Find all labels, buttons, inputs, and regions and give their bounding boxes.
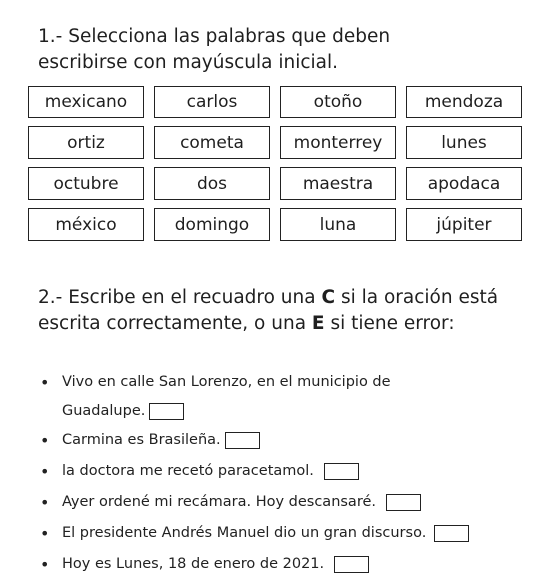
bullet-icon: • bbox=[40, 373, 50, 392]
sentence-text: Ayer ordené mi recámara. Hoy descansaré. bbox=[62, 494, 376, 510]
word-option[interactable]: méxico bbox=[28, 208, 144, 241]
bullet-icon: • bbox=[40, 431, 50, 450]
sentence-item bbox=[40, 368, 469, 426]
sentence-text: Vivo en calle San Lorenzo, en el municipio de bbox=[62, 374, 391, 390]
word-option[interactable]: otoño bbox=[280, 86, 396, 118]
word-option[interactable]: lunes bbox=[406, 126, 522, 159]
bullet-icon: • bbox=[40, 555, 50, 574]
sentence-item bbox=[40, 519, 469, 550]
word-option[interactable]: luna bbox=[280, 208, 396, 241]
word-option[interactable]: carlos bbox=[154, 86, 270, 118]
sentence-text: Guadalupe. bbox=[62, 403, 146, 419]
answer-box[interactable] bbox=[334, 556, 369, 573]
word-option[interactable]: dos bbox=[154, 167, 270, 200]
sentence-text: Hoy es Lunes, 18 de enero de 2021. bbox=[62, 556, 325, 572]
letter-e: E bbox=[311, 313, 325, 334]
word-selection-grid bbox=[28, 86, 522, 241]
word-option[interactable]: apodaca bbox=[406, 167, 522, 200]
sentence-item bbox=[40, 488, 469, 519]
word-option[interactable]: mexicano bbox=[28, 86, 144, 118]
sentence-text: El presidente Andrés Manuel dio un gran discurso. bbox=[62, 525, 427, 541]
bullet-icon: • bbox=[40, 462, 50, 481]
sentence-text: la doctora me recetó paracetamol. bbox=[62, 463, 314, 479]
word-option[interactable]: júpiter bbox=[406, 208, 522, 241]
sentence-item bbox=[40, 426, 469, 457]
word-option[interactable]: domingo bbox=[154, 208, 270, 241]
answer-box[interactable] bbox=[386, 494, 421, 511]
word-option[interactable]: octubre bbox=[28, 167, 144, 200]
word-option[interactable]: maestra bbox=[280, 167, 396, 200]
bullet-icon: • bbox=[40, 493, 50, 512]
question-1-title: 1.- Selecciona las palabras que deben escribirse con mayúscula inicial. bbox=[38, 26, 391, 73]
sentence-list bbox=[40, 368, 469, 581]
bullet-icon: • bbox=[40, 524, 50, 543]
letter-c: C bbox=[321, 287, 336, 308]
word-option[interactable]: mendoza bbox=[406, 86, 522, 118]
sentence-item bbox=[40, 457, 469, 488]
word-option[interactable]: ortiz bbox=[28, 126, 144, 159]
sentence-text: Carmina es Brasileña. bbox=[62, 432, 221, 448]
question-2-title bbox=[38, 285, 508, 337]
answer-box[interactable] bbox=[324, 463, 359, 480]
answer-box[interactable] bbox=[149, 403, 184, 420]
word-option[interactable]: monterrey bbox=[280, 126, 396, 159]
word-option[interactable]: cometa bbox=[154, 126, 270, 159]
title-text: si la oración está escrita correctamente, o una bbox=[38, 287, 499, 334]
answer-box[interactable] bbox=[225, 432, 260, 449]
sentence-item bbox=[40, 550, 469, 581]
title-text: si tiene error: bbox=[324, 313, 455, 334]
answer-box[interactable] bbox=[434, 525, 469, 542]
title-text: 2.- Escribe en el recuadro una bbox=[38, 287, 322, 308]
